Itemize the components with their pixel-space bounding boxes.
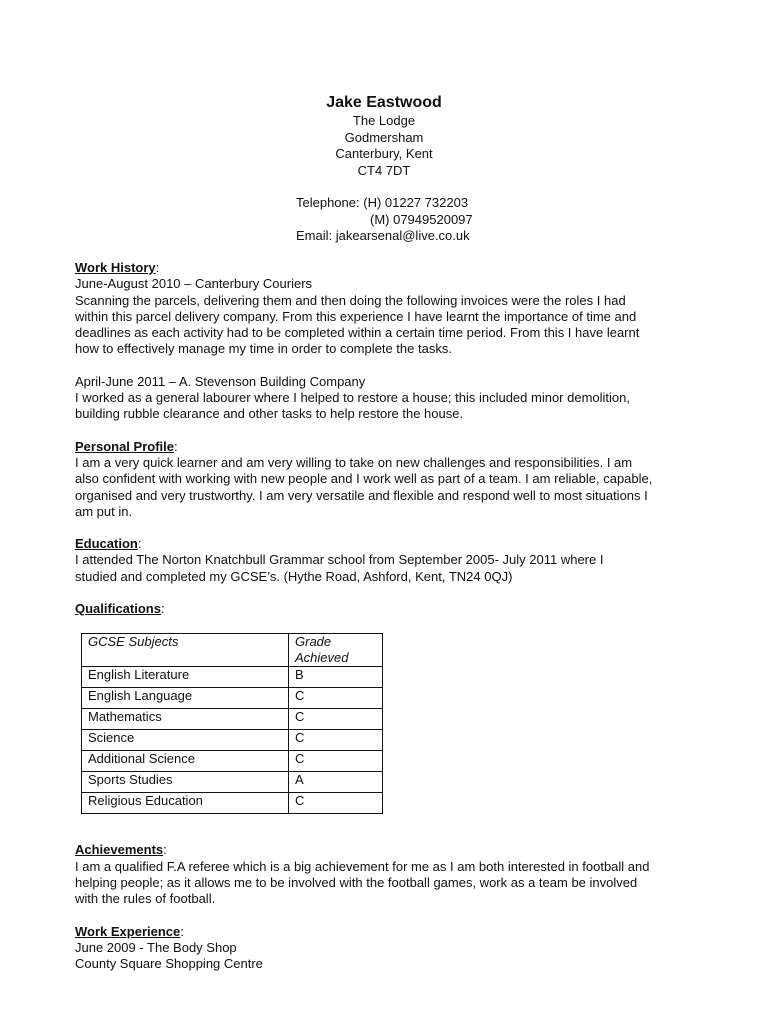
grade-column-header: Grade Achieved: [289, 634, 383, 667]
job-description-line: I worked as a general labourer where I helped to restore a house; this included minor demolition,: [75, 390, 630, 406]
grade-cell: C: [289, 730, 383, 751]
table-row: [82, 688, 383, 709]
cv-header: [0, 93, 768, 179]
contact-details: [296, 195, 473, 245]
grade-cell: C: [289, 688, 383, 709]
section-heading: Work History: [75, 260, 156, 275]
table-row: [82, 772, 383, 793]
job-description-line: how to effectively manage my time in order to complete the tasks.: [75, 341, 452, 357]
table-row: [82, 751, 383, 772]
address-line: CT4 7DT: [357, 162, 411, 178]
subject-cell: Sports Studies: [82, 772, 289, 793]
heading-colon: :: [137, 536, 142, 552]
experience-line: June 2009 - The Body Shop: [75, 939, 237, 955]
mobile-phone: (M) 07949520097: [370, 211, 473, 227]
heading-colon: :: [155, 260, 160, 275]
job-description-line: building rubble clearance and other tasks to help restore the house.: [75, 406, 464, 422]
achievement-line: with the rules of football.: [75, 891, 216, 907]
experience-line: County Square Shopping Centre: [75, 956, 263, 972]
applicant-name: Jake Eastwood: [326, 94, 442, 111]
subject-cell: English Literature: [82, 667, 289, 688]
qualifications-table: [81, 633, 383, 814]
job-description-line: within this parcel delivery company. From this experience I have learnt the importance of time and: [75, 308, 637, 324]
job-title: April-June 2011 – A. Stevenson Building Company: [75, 373, 366, 389]
profile-line: organised and very trustworthy. I am very versatile and flexible and respond well to most situations I: [75, 487, 648, 503]
profile-line: I am a very quick learner and am very willing to take on new challenges and responsibilities. I am: [75, 454, 633, 470]
email-label: Email:: [296, 228, 333, 244]
education-line: I attended The Norton Knatchbull Grammar school from September 2005- July 2011 where I: [75, 552, 604, 568]
profile-line: am put in.: [75, 503, 133, 519]
grade-cell: C: [289, 709, 383, 730]
heading-colon: :: [180, 923, 184, 939]
job-title: June-August 2010 – Canterbury Couriers: [75, 276, 313, 292]
subject-column-header: GCSE Subjects: [82, 634, 289, 667]
job-description-line: Scanning the parcels, delivering them and then doing the following invoices were the roles I had: [75, 292, 626, 308]
email-address: jakearsenal@live.co.uk: [335, 228, 470, 244]
grade-cell: A: [289, 772, 383, 793]
grade-cell: C: [289, 793, 383, 814]
address-line: Canterbury, Kent: [335, 146, 433, 162]
work-experience-section: [75, 924, 715, 973]
heading-colon: :: [163, 842, 167, 858]
achievement-line: helping people; as it allows me to be involved with the football games, work as a team be involved: [75, 874, 638, 890]
subject-cell: English Language: [82, 688, 289, 709]
cv-body: [75, 260, 715, 972]
subject-cell: Religious Education: [82, 793, 289, 814]
personal-profile-section: [75, 439, 715, 520]
table-header-row: [82, 634, 383, 667]
section-heading: Education: [75, 536, 138, 552]
qualifications-section: [75, 601, 715, 814]
job-description-line: deadlines as each activity had to be completed within a certain time period. From this I have learnt: [75, 325, 640, 341]
section-heading: Personal Profile: [75, 438, 174, 454]
section-heading: Achievements: [75, 842, 164, 858]
education-line: studied and completed my GCSE’s. (Hythe Road, Ashford, Kent, TN24 0QJ): [75, 568, 513, 584]
section-heading: Qualifications: [75, 601, 161, 617]
heading-colon: :: [173, 438, 178, 454]
work-history-section: [75, 260, 715, 423]
subject-cell: Mathematics: [82, 709, 289, 730]
table-row: [82, 667, 383, 688]
table-row: [82, 793, 383, 814]
address-line: Godmersham: [344, 129, 424, 145]
table-row: [82, 730, 383, 751]
heading-colon: :: [160, 601, 165, 617]
grade-cell: B: [289, 667, 383, 688]
education-section: [75, 536, 715, 585]
telephone-label: Telephone:: [296, 195, 360, 210]
achievements-section: [75, 842, 715, 907]
section-heading: Work Experience: [75, 923, 181, 939]
subject-cell: Additional Science: [82, 751, 289, 772]
achievement-line: I am a qualified F.A referee which is a big achievement for me as I am both interested in football and: [75, 858, 650, 874]
profile-line: also confident with working with new people and I work well as part of a team. I am reliable, capable,: [75, 471, 653, 487]
subject-cell: Science: [82, 730, 289, 751]
grade-cell: C: [289, 751, 383, 772]
table-row: [82, 709, 383, 730]
address-line: The Lodge: [352, 113, 416, 128]
home-phone: (H) 01227 732203: [363, 195, 469, 210]
